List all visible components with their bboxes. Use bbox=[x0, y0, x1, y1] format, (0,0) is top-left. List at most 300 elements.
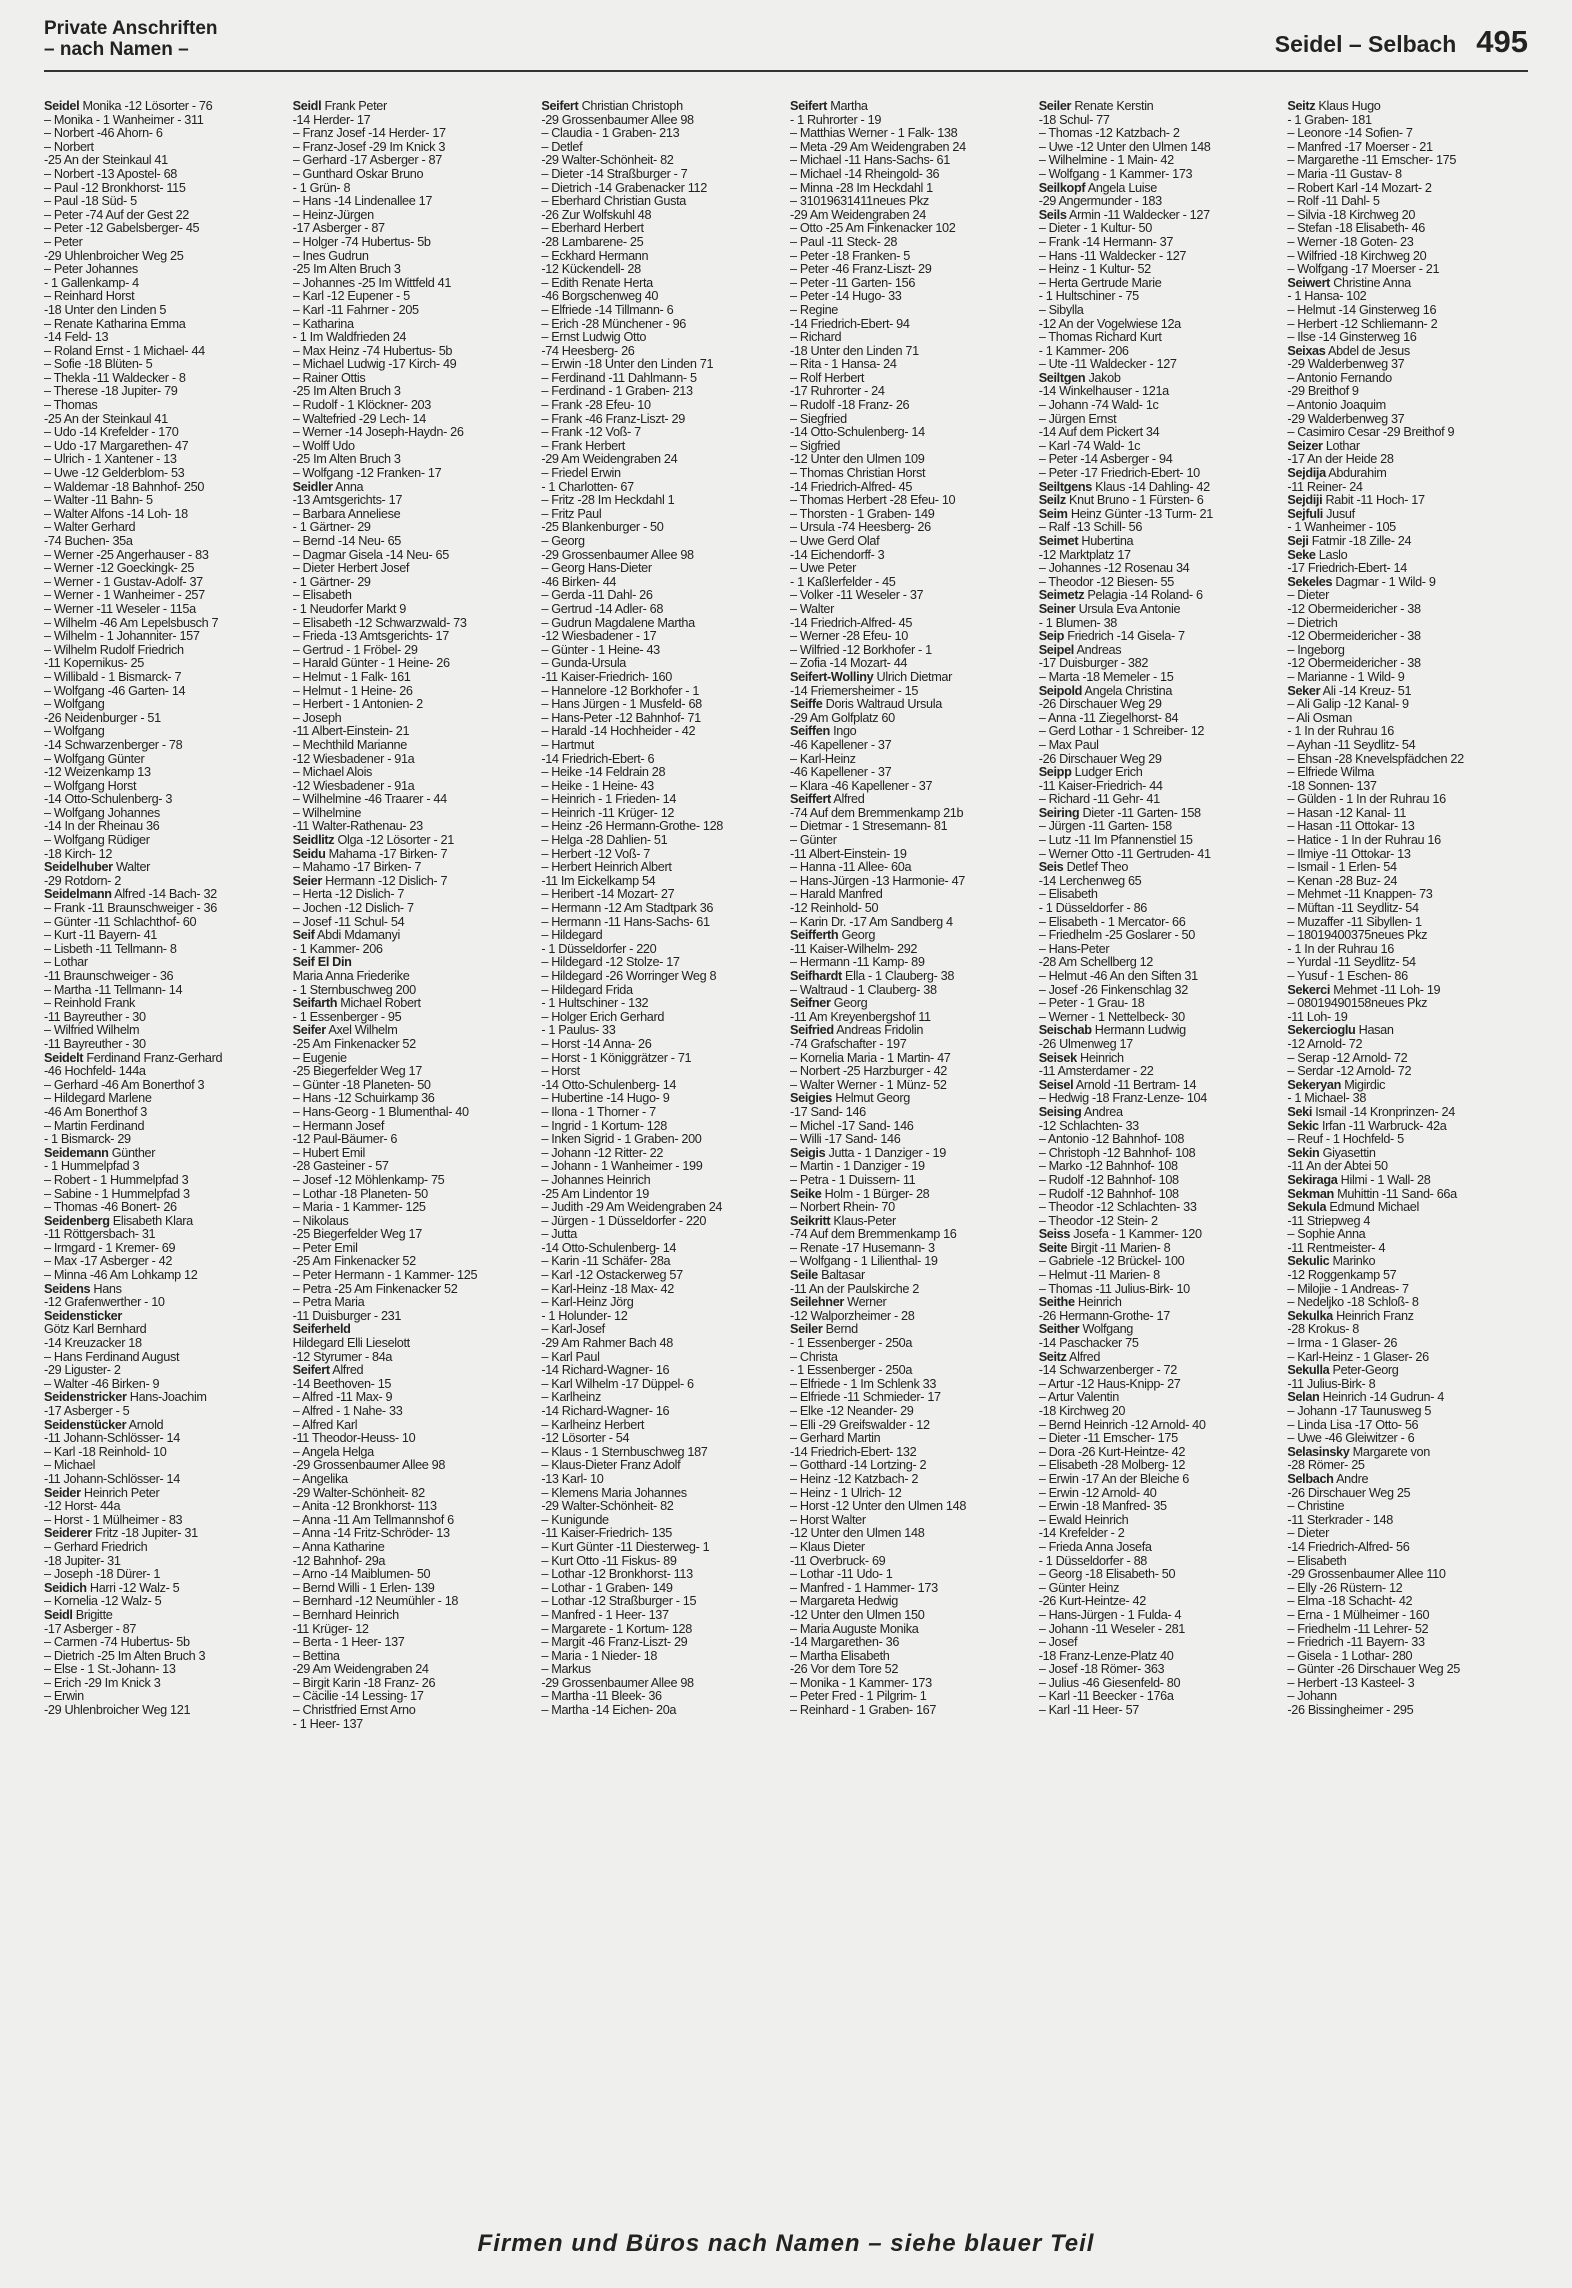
directory-column bbox=[541, 100, 782, 2216]
entry-text: -12 Roggenkamp 57 bbox=[1287, 1268, 1397, 1283]
entry-text: – Wolfgang -12 Franken- 17 bbox=[292, 466, 442, 481]
directory-entry bbox=[44, 100, 285, 114]
entry-text: – Margareta Hedwig bbox=[790, 1594, 898, 1609]
entry-text: – Kornelia -12 Walz- 5 bbox=[44, 1594, 162, 1609]
entry-text: -11 Kaiser-Friedrich- 135 bbox=[541, 1526, 672, 1541]
entry-text: – Josef -12 Möhlenkamp- 75 bbox=[292, 1172, 445, 1187]
entry-text: - 1 Neudorfer Markt 9 bbox=[292, 601, 406, 616]
entry-text: – Frank -46 Franz-Liszt- 29 bbox=[541, 411, 685, 426]
directory-entry bbox=[1287, 263, 1528, 277]
surname: Seidensticker bbox=[44, 1308, 122, 1323]
entry-text: – Petra Maria bbox=[292, 1295, 365, 1310]
directory-entry bbox=[541, 467, 782, 481]
entry-text: – Heike -14 Feldrain 28 bbox=[541, 765, 666, 780]
directory-entry bbox=[1287, 1487, 1528, 1501]
directory-entry bbox=[44, 1310, 285, 1324]
directory-entry bbox=[1039, 1147, 1280, 1161]
entry-text: - 1 Hansa- 102 bbox=[1287, 289, 1367, 304]
entry-text: -11 Reiner- 24 bbox=[1287, 479, 1363, 494]
directory-entry bbox=[1039, 141, 1280, 155]
directory-entry bbox=[790, 617, 1031, 631]
entry-text: – Nedeljko -18 Schloß- 8 bbox=[1287, 1295, 1419, 1310]
entry-text: – Walter -11 Bahn- 5 bbox=[44, 493, 153, 508]
directory-entry bbox=[1039, 875, 1280, 889]
entry-text: – Angela Helga bbox=[292, 1444, 374, 1459]
entry-text: – Reuf - 1 Hochfeld- 5 bbox=[1287, 1132, 1404, 1147]
directory-entry bbox=[1287, 1337, 1528, 1351]
directory-entry bbox=[1039, 1133, 1280, 1147]
directory-entry bbox=[541, 1215, 782, 1229]
entry-text: – Jochen -12 Dislich- 7 bbox=[292, 901, 414, 916]
entry-text: – Peter -17 Friedrich-Ebert- 10 bbox=[1038, 466, 1200, 481]
directory-entry bbox=[541, 331, 782, 345]
directory-entry bbox=[293, 440, 534, 454]
directory-entry bbox=[790, 793, 1031, 807]
directory-entry bbox=[44, 440, 285, 454]
directory-entry bbox=[44, 1147, 285, 1161]
directory-entry bbox=[44, 141, 285, 155]
entry-text: – Reinhard - 1 Graben- 167 bbox=[790, 1703, 937, 1718]
entry-text: - 1 Charlotten- 67 bbox=[541, 479, 634, 494]
directory-entry bbox=[44, 630, 285, 644]
entry-text: – Herta -12 Dislich- 7 bbox=[292, 887, 405, 902]
entry-text: -25 Im Alten Bruch 3 bbox=[292, 384, 401, 399]
surname: Seip bbox=[1038, 629, 1065, 644]
entry-text: - 1 Grün- 8 bbox=[292, 180, 351, 195]
directory-entry bbox=[44, 902, 285, 916]
directory-entry bbox=[541, 521, 782, 535]
surname: Seisek bbox=[1038, 1050, 1077, 1065]
entry-text: Jakob bbox=[1088, 370, 1121, 385]
directory-entry bbox=[1287, 753, 1528, 767]
directory-entry bbox=[1287, 1527, 1528, 1541]
directory-entry bbox=[790, 521, 1031, 535]
entry-text: – Hans-Peter -12 Bahnhof- 71 bbox=[541, 710, 701, 725]
entry-text: – Mechthild Marianne bbox=[292, 737, 407, 752]
entry-text: -14 Herder- 17 bbox=[292, 112, 371, 127]
entry-text: Peter-Georg bbox=[1332, 1363, 1399, 1378]
directory-entry bbox=[1039, 997, 1280, 1011]
directory-entry bbox=[1039, 1690, 1280, 1704]
directory-entry bbox=[541, 970, 782, 984]
directory-entry bbox=[44, 304, 285, 318]
entry-text: Dieter -11 Garten- 158 bbox=[1082, 805, 1201, 820]
directory-entry bbox=[1039, 1038, 1280, 1052]
directory-entry bbox=[1287, 671, 1528, 685]
entry-text: -25 Am Finkenacker 52 bbox=[292, 1254, 416, 1269]
directory-entry bbox=[541, 807, 782, 821]
entry-text: – Michael Alois bbox=[292, 765, 373, 780]
directory-entry bbox=[1039, 399, 1280, 413]
directory-entry bbox=[293, 1419, 534, 1433]
entry-text: -26 Ulmenweg 17 bbox=[1038, 1036, 1133, 1051]
directory-entry bbox=[541, 1024, 782, 1038]
directory-entry bbox=[293, 1650, 534, 1664]
entry-text: -11 Bayreuther - 30 bbox=[44, 1036, 146, 1051]
entry-text: – Gabriele -12 Brückel- 100 bbox=[1038, 1254, 1185, 1269]
directory-entry bbox=[44, 1541, 285, 1555]
entry-text: – Serdar -12 Arnold- 72 bbox=[1287, 1064, 1412, 1079]
directory-entry bbox=[293, 861, 534, 875]
entry-text: – Dietmar - 1 Stresemann- 81 bbox=[790, 819, 948, 834]
entry-text: – Wilhelmine -46 Traarer - 44 bbox=[292, 792, 447, 807]
entry-text: – Fritz -28 Im Heckdahl 1 bbox=[541, 493, 675, 508]
entry-text: – Uwe -46 Gleiwitzer - 6 bbox=[1287, 1431, 1415, 1446]
entry-text: Ali -14 Kreuz- 51 bbox=[1322, 683, 1412, 698]
entry-text: – Erwin -17 An der Bleiche 6 bbox=[1038, 1471, 1189, 1486]
entry-text: – Rudolf -18 Franz- 26 bbox=[790, 398, 910, 413]
entry-text: – Peter Johannes bbox=[44, 262, 138, 277]
surname: Seiderer bbox=[44, 1526, 92, 1541]
entry-text: – Maria - 1 Kammer- 125 bbox=[292, 1200, 426, 1215]
directory-entry bbox=[790, 182, 1031, 196]
entry-text: -25 Biegerfelder Weg 17 bbox=[292, 1064, 422, 1079]
directory-entry bbox=[293, 331, 534, 345]
directory-entry bbox=[1039, 1255, 1280, 1269]
directory-entry bbox=[1039, 1555, 1280, 1569]
directory-entry bbox=[293, 1092, 534, 1106]
entry-text: – Elisabeth bbox=[292, 588, 352, 603]
entry-text: – Bernd -14 Neu- 65 bbox=[292, 534, 401, 548]
entry-text: – Helmut - 1 Heine- 26 bbox=[292, 683, 413, 698]
directory-entry bbox=[44, 114, 285, 128]
entry-text: – Frank -28 Efeu- 10 bbox=[541, 398, 651, 413]
entry-text: – Wolfgang -46 Garten- 14 bbox=[44, 683, 186, 698]
directory-entry bbox=[44, 1704, 285, 1718]
entry-text: – Elfriede -14 Tillmann- 6 bbox=[541, 302, 674, 317]
directory-entry bbox=[293, 807, 534, 821]
directory-entry bbox=[44, 1419, 285, 1433]
entry-text: – Harald Manfred bbox=[790, 887, 883, 902]
directory-entry bbox=[541, 739, 782, 753]
directory-entry bbox=[1287, 535, 1528, 549]
surname: Seifried bbox=[790, 1023, 834, 1038]
entry-text: – Hans-Jürgen -13 Harmonie- 47 bbox=[790, 873, 965, 888]
directory-entry bbox=[541, 671, 782, 685]
directory-entry bbox=[44, 535, 285, 549]
directory-entry bbox=[1039, 467, 1280, 481]
surname: Sejdija bbox=[1287, 466, 1326, 481]
entry-text: -11 An der Abtei 50 bbox=[1287, 1159, 1388, 1174]
directory-entry bbox=[1287, 1704, 1528, 1718]
entry-text: – Michael -11 Hans-Sachs- 61 bbox=[790, 153, 950, 168]
directory-entry bbox=[541, 929, 782, 943]
entry-text: – Herbert -12 Schliemann- 2 bbox=[1287, 316, 1438, 331]
entry-text: Migirdic bbox=[1344, 1077, 1386, 1092]
directory-entry bbox=[44, 956, 285, 970]
surname: Seidl bbox=[292, 100, 322, 113]
entry-text: -11 Bayreuther - 30 bbox=[44, 1009, 146, 1024]
entry-text: Martha bbox=[830, 100, 868, 113]
directory-entry bbox=[44, 1650, 285, 1664]
entry-text: Harri -12 Walz- 5 bbox=[89, 1580, 180, 1595]
directory-entry bbox=[1039, 807, 1280, 821]
entry-text: – Peter Hermann - 1 Kammer- 125 bbox=[292, 1268, 478, 1283]
directory-entry bbox=[541, 250, 782, 264]
directory-entry bbox=[541, 1296, 782, 1310]
directory-entry bbox=[1039, 1378, 1280, 1392]
entry-text: – Markus bbox=[541, 1662, 591, 1677]
directory-entry bbox=[541, 1283, 782, 1297]
entry-text: – Eberhard Herbert bbox=[541, 221, 644, 236]
directory-entry bbox=[1039, 1215, 1280, 1229]
directory-entry bbox=[541, 1337, 782, 1351]
directory-entry bbox=[790, 1419, 1031, 1433]
directory-entry bbox=[1287, 141, 1528, 155]
entry-text: – Hans -14 Lindenallee 17 bbox=[292, 194, 433, 209]
entry-text: Muhittin -11 Sand- 66a bbox=[1337, 1186, 1457, 1201]
entry-text: Margarete von bbox=[1352, 1444, 1430, 1459]
directory-entry bbox=[44, 820, 285, 834]
directory-entry bbox=[293, 1011, 534, 1025]
directory-entry bbox=[541, 1582, 782, 1596]
entry-text: – Regine bbox=[790, 302, 839, 317]
directory-entry bbox=[1287, 1405, 1528, 1419]
directory-entry bbox=[1287, 1160, 1528, 1174]
directory-entry bbox=[1039, 943, 1280, 957]
directory-entry bbox=[1039, 358, 1280, 372]
directory-entry bbox=[790, 250, 1031, 264]
entry-text: – Hildegard Marlene bbox=[44, 1091, 152, 1106]
entry-text: – Hildegard bbox=[541, 928, 603, 943]
directory-entry bbox=[1039, 671, 1280, 685]
directory-entry bbox=[293, 1215, 534, 1229]
directory-entry bbox=[541, 1378, 782, 1392]
directory-entry bbox=[1287, 236, 1528, 250]
entry-text: Anna bbox=[335, 479, 364, 494]
directory-entry bbox=[1287, 1296, 1528, 1310]
surname: Sekerci bbox=[1287, 982, 1331, 997]
entry-text: – Therese -18 Jupiter- 79 bbox=[44, 384, 178, 399]
entry-text: – Anita -12 Bronkhorst- 113 bbox=[292, 1499, 437, 1514]
directory-entry bbox=[1039, 1323, 1280, 1337]
directory-entry bbox=[44, 1405, 285, 1419]
entry-text: – Christa bbox=[790, 1349, 838, 1364]
entry-text: – Paul -12 Bronkhorst- 115 bbox=[44, 180, 186, 195]
directory-entry bbox=[293, 875, 534, 889]
directory-entry bbox=[293, 209, 534, 223]
entry-text: – Dietrich -14 Grabenacker 112 bbox=[541, 180, 707, 195]
entry-text: Dagmar - 1 Wild- 9 bbox=[1335, 574, 1436, 589]
directory-entry bbox=[1287, 1636, 1528, 1650]
directory-entry bbox=[44, 780, 285, 794]
entry-text: – Thomas Christian Horst bbox=[790, 466, 926, 481]
directory-entry bbox=[1287, 1065, 1528, 1079]
entry-text: – Mehmet -11 Knappen- 73 bbox=[1287, 887, 1433, 902]
entry-text: – Heinz - 1 Ulrich- 12 bbox=[790, 1485, 902, 1500]
directory-entry bbox=[1039, 562, 1280, 576]
directory-entry bbox=[790, 1473, 1031, 1487]
entry-text: Ludger Erich bbox=[1074, 765, 1143, 780]
entry-text: – Karl -11 Fahrner - 205 bbox=[292, 302, 419, 317]
directory-entry bbox=[1039, 739, 1280, 753]
entry-text: – Thomas -11 Julius-Birk- 10 bbox=[1038, 1281, 1190, 1296]
entry-text: -74 Heesberg- 26 bbox=[541, 343, 635, 358]
directory-entry bbox=[44, 793, 285, 807]
directory-entry bbox=[1039, 644, 1280, 658]
directory-entry bbox=[1039, 984, 1280, 998]
directory-entry bbox=[541, 834, 782, 848]
entry-text: – Johann -74 Wald- 1c bbox=[1038, 398, 1159, 413]
surname: Seite bbox=[1038, 1240, 1068, 1255]
entry-text: Giyasettin bbox=[1322, 1145, 1376, 1160]
directory-entry bbox=[1287, 685, 1528, 699]
directory-entry bbox=[541, 1174, 782, 1188]
directory-entry bbox=[44, 521, 285, 535]
entry-text: -26 Kurt-Heintze- 42 bbox=[1038, 1594, 1146, 1609]
directory-entry bbox=[790, 549, 1031, 563]
surname: Seiler bbox=[790, 1322, 823, 1337]
directory-entry bbox=[1039, 780, 1280, 794]
entry-text: – Artur -12 Haus-Knipp- 27 bbox=[1038, 1376, 1181, 1391]
entry-text: – Monika - 1 Wanheimer - 311 bbox=[44, 112, 204, 127]
entry-text: – Paul -11 Steck- 28 bbox=[790, 234, 898, 249]
directory-entry bbox=[541, 1052, 782, 1066]
entry-text: -11 Röttgersbach- 31 bbox=[44, 1227, 156, 1242]
entry-text: -11 Kaiser-Friedrich- 160 bbox=[541, 669, 672, 684]
entry-text: – Josef -26 Finkenschlag 32 bbox=[1038, 982, 1188, 997]
entry-text: Andrea bbox=[1083, 1104, 1123, 1119]
entry-text: -29 Am Weidengraben 24 bbox=[790, 207, 926, 222]
surname: Seidl bbox=[44, 1607, 73, 1622]
directory-entry bbox=[1039, 603, 1280, 617]
directory-entry bbox=[293, 385, 534, 399]
entry-text: -12 Grafenwerther - 10 bbox=[44, 1295, 165, 1310]
entry-text: -11 Loh- 19 bbox=[1287, 1009, 1348, 1024]
directory-entry bbox=[293, 168, 534, 182]
entry-text: – Wilhelm -46 Am Lepelsbusch 7 bbox=[44, 615, 219, 630]
entry-text: – Cäcilie -14 Lessing- 17 bbox=[292, 1689, 424, 1704]
directory-entry bbox=[44, 589, 285, 603]
directory-entry bbox=[541, 494, 782, 508]
directory-entry bbox=[1287, 345, 1528, 359]
entry-text: Klaus Hugo bbox=[1318, 100, 1381, 113]
entry-text: – Margarethe -11 Emscher- 175 bbox=[1287, 153, 1457, 168]
directory-entry bbox=[790, 535, 1031, 549]
directory-entry bbox=[44, 385, 285, 399]
directory-entry bbox=[293, 630, 534, 644]
entry-text: – Casimiro Cesar -29 Breithof 9 bbox=[1287, 425, 1455, 440]
directory-entry bbox=[541, 154, 782, 168]
entry-text: – Marta -18 Memeler - 15 bbox=[1038, 669, 1174, 684]
entry-text: Maria Anna Friederike bbox=[292, 969, 410, 983]
entry-text: – Gerda -11 Dahl- 26 bbox=[541, 588, 653, 603]
entry-text: -74 Grafschafter - 197 bbox=[790, 1036, 907, 1051]
entry-text: -29 Grossenbaumer Allee 98 bbox=[292, 1458, 446, 1473]
entry-text: -46 Birken- 44 bbox=[541, 574, 617, 589]
entry-text: – Michel -17 Sand- 146 bbox=[790, 1118, 914, 1133]
directory-entry bbox=[1287, 1269, 1528, 1283]
directory-entry bbox=[1039, 1201, 1280, 1215]
directory-entry bbox=[541, 1514, 782, 1528]
entry-text: – Max -17 Asberger - 42 bbox=[44, 1254, 173, 1269]
entry-text: – Karlheinz bbox=[541, 1390, 601, 1405]
entry-text: – Karl -11 Beecker - 176a bbox=[1038, 1689, 1174, 1704]
directory-entry bbox=[790, 562, 1031, 576]
directory-entry bbox=[1039, 793, 1280, 807]
entry-text: – Serap -12 Arnold- 72 bbox=[1287, 1050, 1408, 1065]
directory-entry bbox=[541, 1541, 782, 1555]
entry-text: -18 Schul- 77 bbox=[1038, 112, 1110, 127]
directory-entry bbox=[1039, 277, 1280, 291]
entry-text: -25 Im Alten Bruch 3 bbox=[292, 262, 401, 277]
entry-text: – Else - 1 St.-Johann- 13 bbox=[44, 1662, 176, 1677]
directory-entry bbox=[293, 1500, 534, 1514]
directory-entry bbox=[541, 1188, 782, 1202]
directory-entry bbox=[1039, 1568, 1280, 1582]
directory-entry bbox=[1287, 100, 1528, 114]
directory-entry bbox=[1287, 1079, 1528, 1093]
entry-text: – Zofia -14 Mozart- 44 bbox=[790, 656, 908, 671]
entry-text: - 1 Hummelpfad 3 bbox=[44, 1159, 140, 1174]
entry-text: -18 Franz-Lenze-Platz 40 bbox=[1038, 1648, 1174, 1663]
directory-entry bbox=[1287, 984, 1528, 998]
directory-entry bbox=[541, 1623, 782, 1637]
directory-entry bbox=[44, 1609, 285, 1623]
entry-text: – Rolf Herbert bbox=[790, 370, 865, 385]
entry-text: Hermann Ludwig bbox=[1094, 1023, 1186, 1038]
directory-entry bbox=[541, 1500, 782, 1514]
entry-text: – Dieter -11 Emscher- 175 bbox=[1038, 1431, 1178, 1446]
directory-entry bbox=[790, 902, 1031, 916]
surname: Seidemann bbox=[44, 1145, 109, 1160]
entry-text: – Yusuf - 1 Eschen- 86 bbox=[1287, 969, 1408, 983]
entry-text: – Walter Gerhard bbox=[44, 520, 136, 535]
directory-entry bbox=[790, 494, 1031, 508]
surname: Sejdiji bbox=[1287, 493, 1323, 508]
directory-entry bbox=[293, 127, 534, 141]
directory-entry bbox=[541, 1133, 782, 1147]
directory-entry bbox=[790, 834, 1031, 848]
directory-entry bbox=[44, 1296, 285, 1310]
directory-entry bbox=[293, 1555, 534, 1569]
directory-entry bbox=[44, 1568, 285, 1582]
entry-text: Armin -11 Waldecker - 127 bbox=[1069, 207, 1210, 222]
entry-text: Hans-Joachim bbox=[129, 1390, 207, 1405]
directory-entry bbox=[293, 358, 534, 372]
directory-entry bbox=[790, 698, 1031, 712]
directory-entry bbox=[541, 1650, 782, 1664]
surname: Sekeryan bbox=[1287, 1077, 1341, 1092]
directory-entry bbox=[541, 1160, 782, 1174]
entry-text: -11 Julius-Birk- 8 bbox=[1287, 1376, 1376, 1391]
directory-entry bbox=[1287, 1364, 1528, 1378]
directory-entry bbox=[1287, 630, 1528, 644]
entry-text: – Wolfgang - 1 Lilienthal- 19 bbox=[790, 1254, 938, 1269]
entry-text: -12 Unter den Ulmen 109 bbox=[790, 452, 925, 467]
directory-entry bbox=[44, 1228, 285, 1242]
directory-entry bbox=[1287, 277, 1528, 291]
entry-text: -14 Lerchenweg 65 bbox=[1038, 873, 1142, 888]
directory-entry bbox=[1287, 1541, 1528, 1555]
directory-entry bbox=[293, 1663, 534, 1677]
directory-entry bbox=[44, 1351, 285, 1365]
entry-text: – Heinz -26 Hermann-Grothe- 128 bbox=[541, 819, 724, 834]
entry-text: – Rolf -11 Dahl- 5 bbox=[1287, 194, 1380, 209]
directory-entry bbox=[541, 712, 782, 726]
entry-text: – Heinrich - 1 Frieden- 14 bbox=[541, 792, 677, 807]
directory-entry bbox=[44, 1487, 285, 1501]
directory-entry bbox=[44, 1092, 285, 1106]
entry-text: Fatmir -18 Zille- 24 bbox=[1311, 534, 1412, 548]
directory-entry bbox=[1287, 494, 1528, 508]
entry-text: – Anna -14 Fritz-Schröder- 13 bbox=[292, 1526, 450, 1541]
directory-entry bbox=[44, 1432, 285, 1446]
entry-text: Christine Anna bbox=[1333, 275, 1411, 290]
directory-entry bbox=[293, 1568, 534, 1582]
entry-text: – Julius -46 Giesenfeld- 80 bbox=[1038, 1675, 1181, 1690]
directory-entry bbox=[293, 1242, 534, 1256]
